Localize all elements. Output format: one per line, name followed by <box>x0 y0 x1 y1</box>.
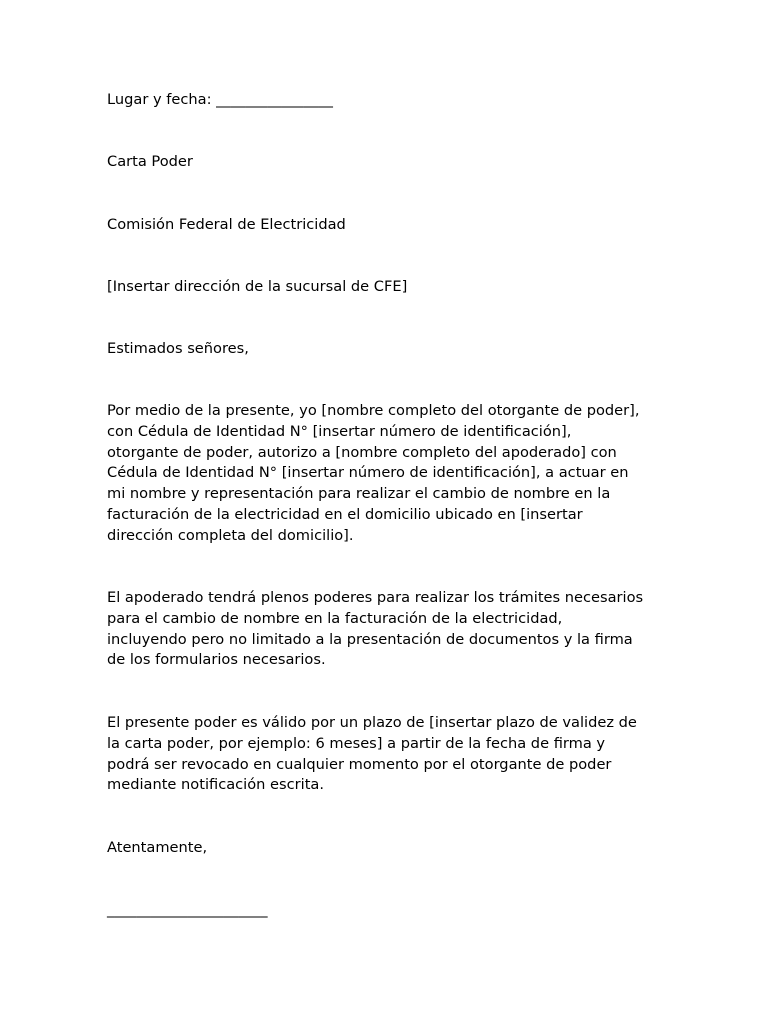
recipient-address: [Insertar dirección de la sucursal de CFE] <box>107 278 408 295</box>
greeting: Estimados señores, <box>107 340 249 357</box>
closing: Atentamente, <box>107 839 208 856</box>
body-paragraph-authorization: Por medio de la presente, yo [nombre completo del otorgante de poder], con Cédula de Identidad N° [insertar número de identificación], otorgante de poder, autorizo a [nombre completo del apoderado] con Cédula de Identidad N° [insertar número de identificación], a actuar en mi nombre y representación para realizar el cambio de nombre en la facturación de la electricidad en el domicilio ubicado en [insertar dirección completa del domicilio]. <box>107 402 640 544</box>
body-paragraph-powers: El apoderado tendrá plenos poderes para realizar los trámites necesarios para el cambio de nombre en la facturación de la electricidad, incluyendo pero no limitado a la presentación de documentos y la firma de los formularios necesarios. <box>107 589 644 669</box>
place-date-line: Lugar y fecha: ________________ <box>107 91 333 108</box>
letter-heading: Carta Poder <box>107 153 193 170</box>
recipient-company: Comisión Federal de Electricidad <box>107 216 346 233</box>
signature-line: ______________________ <box>107 901 268 918</box>
body-paragraph-validity: El presente poder es válido por un plazo de [insertar plazo de validez de la carta poder, por ejemplo: 6 meses] a partir de la fecha de firma y podrá ser revocado en cualquier momento por el otorgante de poder mediante notificación escrita. <box>107 714 637 794</box>
